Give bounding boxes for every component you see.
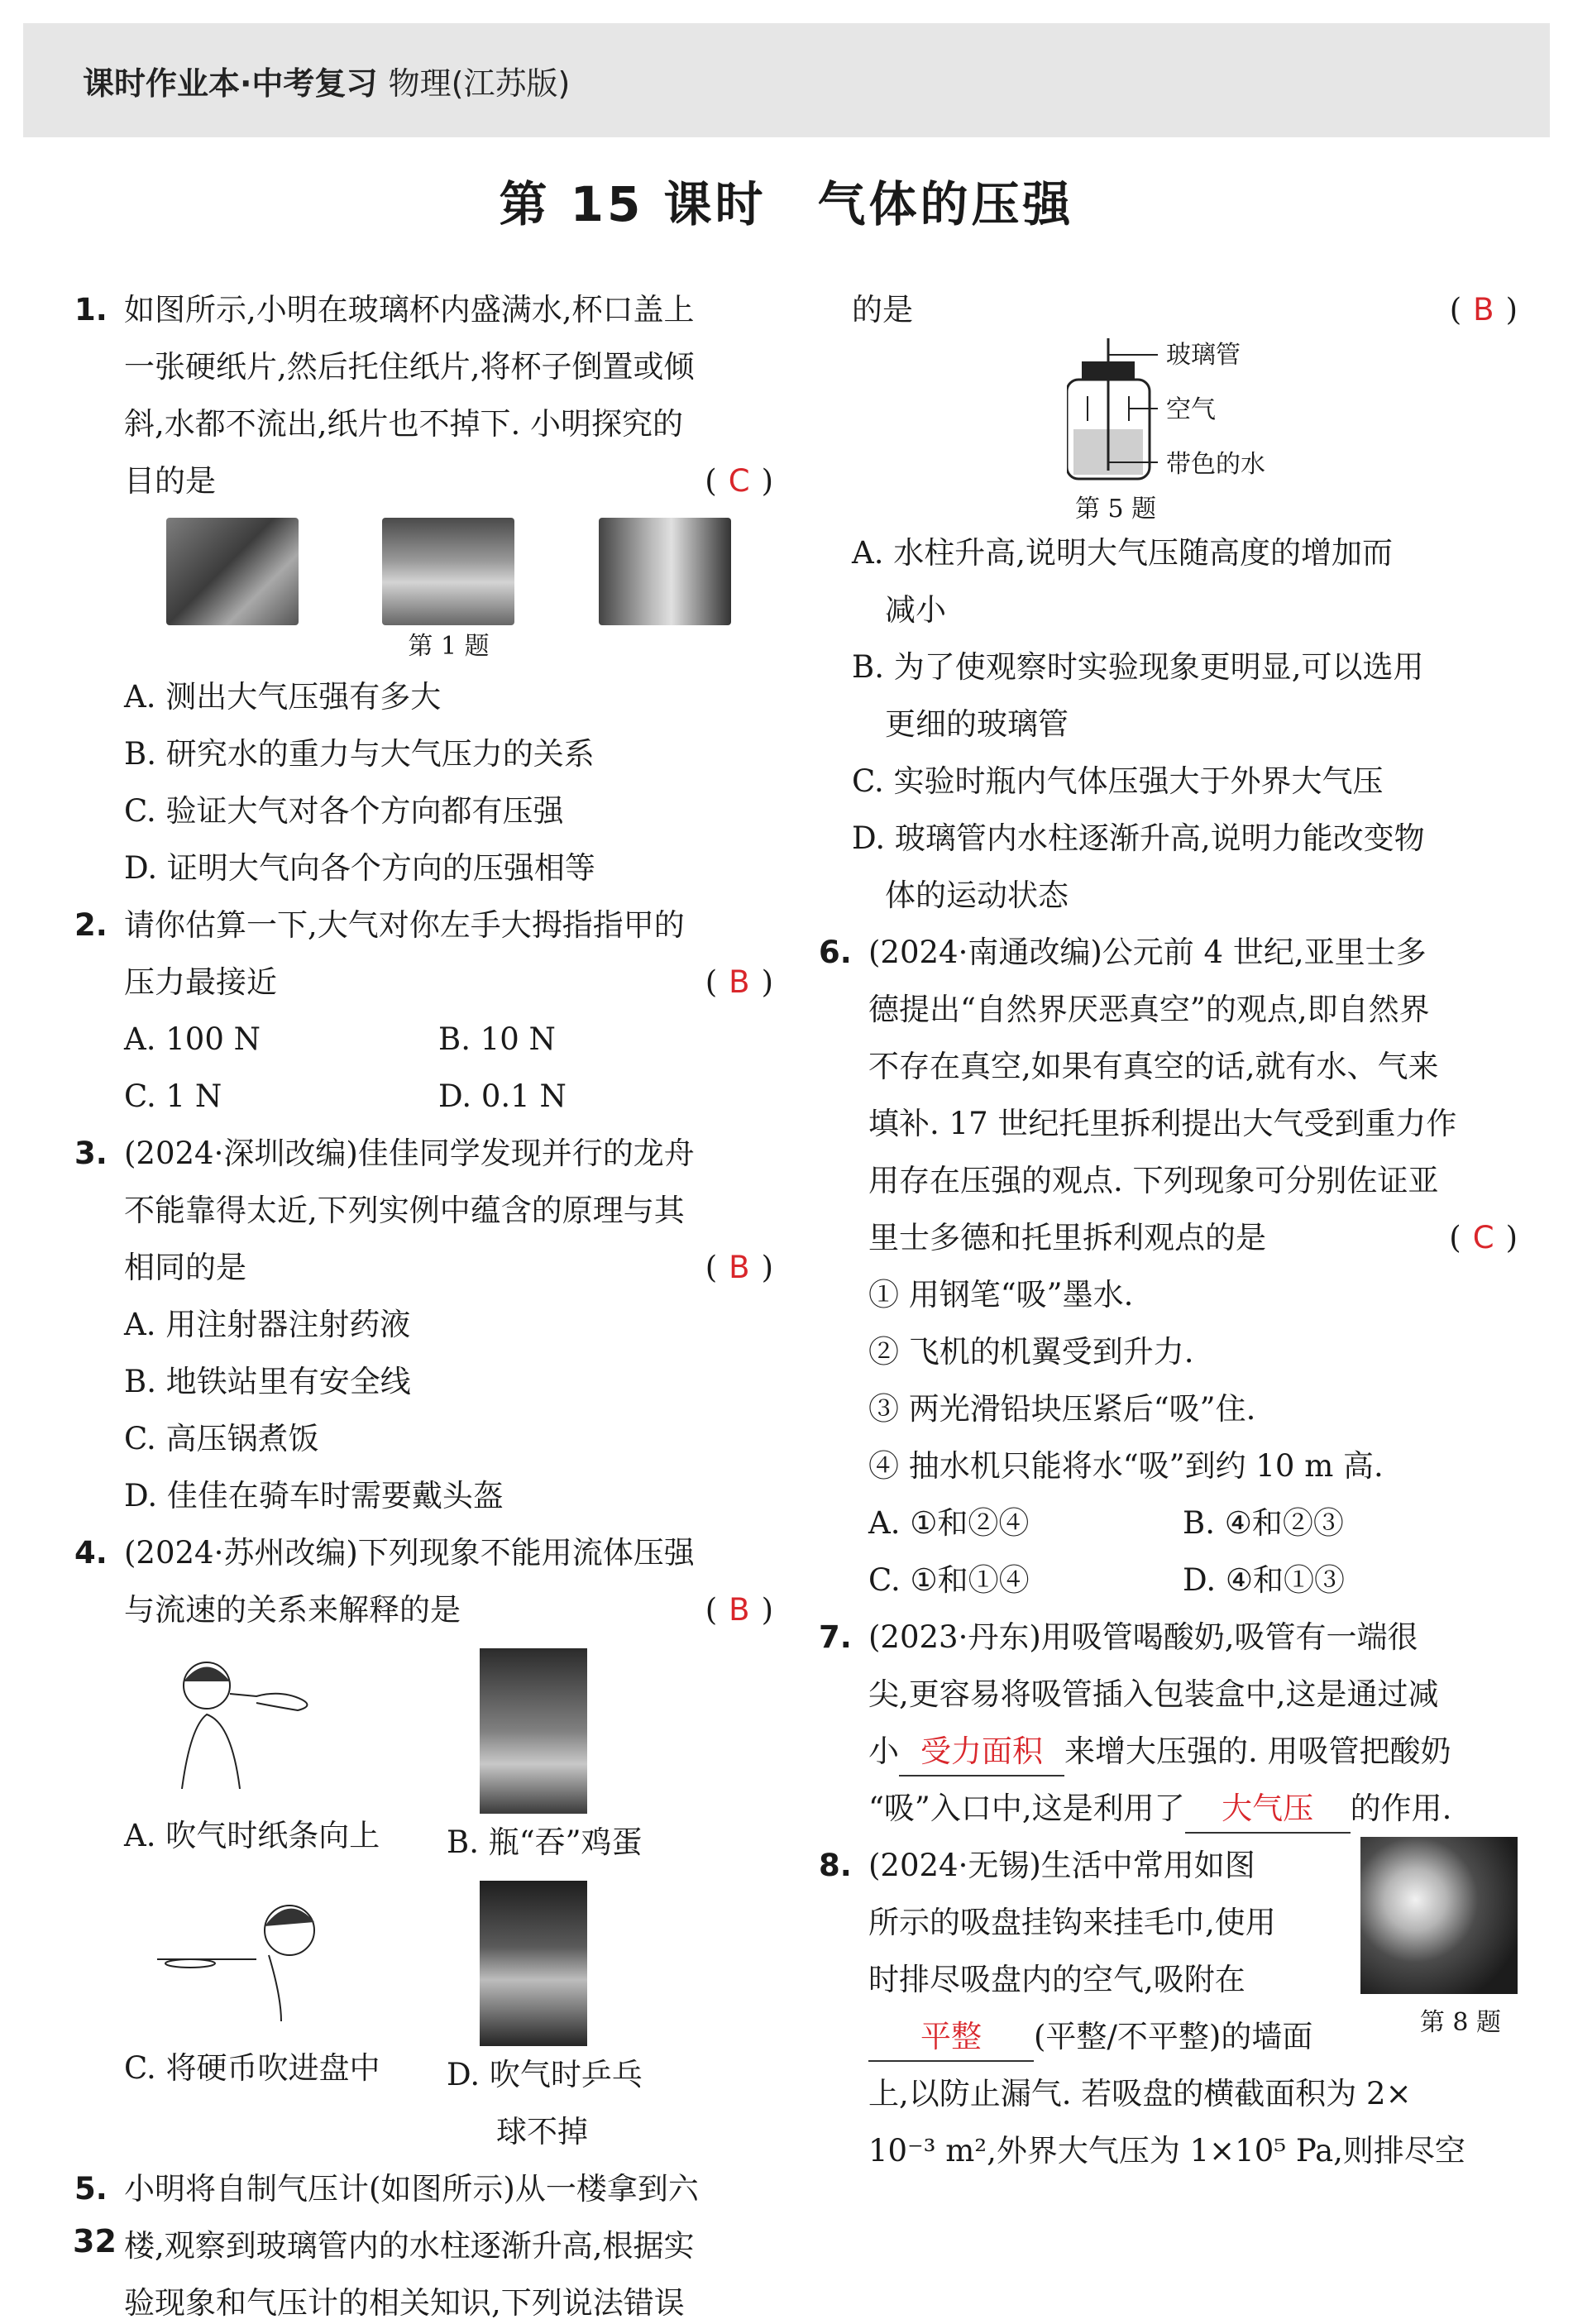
question-4 [74,1524,773,1638]
option-d: D. ④和①③ [1183,1562,1346,1598]
question-text: 不能靠得太近,下列实例中蕴含的原理与其 [124,1193,685,1228]
option-d: D. 佳佳在骑车时需要戴头盔 [124,1478,504,1513]
cup-photo-upright [166,518,299,625]
question-text: 目的是 [124,463,216,499]
figure-caption: 第 1 题 [408,632,490,661]
question-number: 2. [74,907,108,943]
answer-letter: C [728,463,750,499]
question-text: “吸”入口中,这是利用了 [868,1791,1185,1826]
page-number: 32 [73,2223,117,2259]
statement-4: ④ 抽水机只能将水“吸”到约 10 m 高. [868,1448,1384,1484]
cup-photo-inverted [382,518,514,625]
statement-2: ② 飞机的机翼受到升力. [868,1334,1194,1370]
answer-bracket: ( C ) [1449,1220,1518,1255]
question-text: (2024·深圳改编)佳佳同学发现并行的龙舟 [124,1136,695,1171]
option-d-continued: 球不掉 [496,2114,588,2149]
coin-blowing-illustration [157,1881,323,2021]
left-column [74,281,773,2324]
bottle-egg-photo [480,1648,587,1814]
question-text: 小明将自制气压计(如图所示)从一楼拿到六 [124,2171,699,2207]
question-1 [74,281,773,509]
option-b: B. 为了使观察时实验现象更明显,可以选用 [852,649,1424,685]
question-text: 时排尽吸盘内的空气,吸附在 [868,1962,1245,1997]
question-number: 1. [74,292,108,328]
lesson-title: 第 15 课时 气体的压强 [499,176,1074,232]
question-text: 压力最接近 [124,964,277,1000]
question-text: 所示的吸盘挂钩来挂毛巾,使用 [868,1905,1276,1940]
question-text: (2024·南通改编)公元前 4 世纪,亚里士多 [868,935,1427,970]
option-d: D. 吹气时乒乓 [447,2057,643,2092]
option-c: C. 实验时瓶内气体压强大于外界大气压 [852,763,1384,799]
right-column [819,281,1518,2179]
option-a: A. 测出大气压强有多大 [124,679,442,715]
label-glass-tube: 玻璃管 [1166,341,1241,370]
option-c: C. ①和①④ [868,1562,1030,1598]
label-air: 空气 [1166,395,1216,424]
answer-bracket: ( B ) [705,1592,773,1628]
fill-blank-answer: 受力面积 [899,1729,1064,1776]
option-b: B. 地铁站里有安全线 [124,1364,411,1399]
question-text: 不存在真空,如果有真空的话,就有水、气来 [868,1049,1439,1084]
question-number: 3. [74,1136,108,1171]
cup-photo-tilted [599,518,731,625]
question-text: 一张硬纸片,然后托住纸片,将杯子倒置或倾 [124,349,695,385]
question-text: 楼,观察到玻璃管内的水柱逐渐升高,根据实 [124,2228,695,2264]
answer-letter: B [1473,292,1494,328]
option-a-continued: 减小 [885,592,946,628]
option-a: A. ①和②④ [868,1505,1030,1541]
option-c: C. 高压锅煮饭 [124,1421,319,1456]
question-8 [819,1837,1518,2179]
question-text: (2024·无锡)生活中常用如图 [868,1848,1255,1883]
question-text: 斜,水都不流出,纸片也不掉下. 小明探究的 [124,406,684,442]
option-d: D. 证明大气向各个方向的压强相等 [124,850,595,886]
subject-title: 物理(江苏版) [388,65,571,102]
question-3 [74,1125,773,1296]
figure-caption: 第 8 题 [1419,2008,1501,2037]
question-6 [819,924,1518,1494]
option-d-continued: 体的运动状态 [885,877,1069,913]
figure-4-row-2 [74,1881,773,2160]
question-text: 与流速的关系来解释的是 [124,1592,461,1628]
question-text: 尖,更容易将吸管插入包装盒中,这是通过减 [868,1676,1439,1712]
question-number: 4. [74,1535,108,1571]
option-d: D. 0.1 N [438,1078,567,1114]
option-a: A. 水柱升高,说明大气压随高度的增加而 [852,535,1394,571]
question-text: 如图所示,小明在玻璃杯内盛满水,杯口盖上 [124,292,695,328]
answer-bracket: ( B ) [1449,292,1518,328]
figure-5 [819,338,1518,524]
ping-pong-photo [480,1881,587,2046]
question-text: 验现象和气压计的相关知识,下列说法错误 [124,2285,685,2321]
question-2 [74,897,773,1011]
question-text: 填补. 17 世纪托里拆利提出大气受到重力作 [868,1106,1457,1141]
question-text: 相同的是 [124,1250,246,1285]
question-number: 8. [819,1848,852,1883]
question-text: 10⁻³ m²,外界大气压为 1×10⁵ Pa,则排尽空 [868,2133,1465,2169]
question-text: 里士多德和托里拆利观点的是 [868,1220,1266,1255]
option-a: A. 用注射器注射药液 [124,1307,411,1342]
question-text: 小 [868,1733,899,1769]
answer-letter: C [1472,1220,1494,1255]
answer-bracket: ( B ) [705,964,773,1000]
question-text: 的是 [852,292,913,328]
question-text: 用存在压强的观点. 下列现象可分别佐证亚 [868,1163,1439,1198]
option-b: B. 瓶“吞”鸡蛋 [447,1824,643,1860]
question-text: 来增大压强的. 用吸管把酸奶 [1064,1733,1451,1769]
option-a: A. 100 N [124,1021,261,1057]
question-text: 上,以防止漏气. 若吸盘的横截面积为 2× [868,2076,1412,2111]
question-7 [819,1609,1518,1837]
question-text: 的作用. [1350,1791,1452,1826]
question-text: (2023·丹东)用吸管喝酸奶,吸管有一端很 [868,1619,1418,1655]
option-a: A. 吹气时纸条向上 [124,1818,380,1853]
option-b: B. 10 N [438,1021,556,1057]
label-colored-water: 带色的水 [1166,450,1265,479]
option-b: B. ④和②③ [1183,1505,1344,1541]
fill-blank-answer: 大气压 [1185,1786,1351,1834]
option-c: C. 将硬币吹进盘中 [124,2050,380,2086]
boy-blowing-paper-illustration [157,1648,323,1789]
figure-caption: 第 5 题 [1075,495,1157,524]
running-header [83,58,570,103]
question-text: 德提出“自然界厌恶真空”的观点,即自然界 [868,992,1430,1027]
option-d: D. 玻璃管内水柱逐渐升高,说明力能改变物 [852,820,1425,856]
answer-letter: B [729,1250,750,1285]
statement-3: ③ 两光滑铅块压紧后“吸”住. [868,1391,1256,1427]
question-number: 7. [819,1619,852,1655]
question-text: (2024·苏州改编)下列现象不能用流体压强 [124,1535,695,1571]
option-b-continued: 更细的玻璃管 [885,706,1069,742]
answer-letter: B [729,1592,750,1628]
series-title: 课时作业本·中考复习 [83,65,378,102]
question-number: 5. [74,2171,108,2207]
suction-hook-photo [1360,1837,1518,1994]
question-text: (平整/不平整)的墙面 [1034,2019,1313,2054]
option-b: B. 研究水的重力与大气压力的关系 [124,736,595,772]
statement-1: ① 用钢笔“吸”墨水. [868,1277,1134,1313]
figure-1 [74,518,773,625]
question-5 [74,2160,773,2324]
answer-bracket: ( C ) [705,463,773,499]
answer-bracket: ( B ) [705,1250,773,1285]
question-text: 请你估算一下,大气对你左手大拇指指甲的 [124,907,685,943]
answer-letter: B [729,964,750,1000]
option-c: C. 验证大气对各个方向都有压强 [124,793,564,829]
question-number: 6. [819,935,852,970]
fill-blank-answer: 平整 [868,2014,1034,2062]
option-c: C. 1 N [124,1078,222,1114]
figure-4-row-1 [74,1648,773,1871]
